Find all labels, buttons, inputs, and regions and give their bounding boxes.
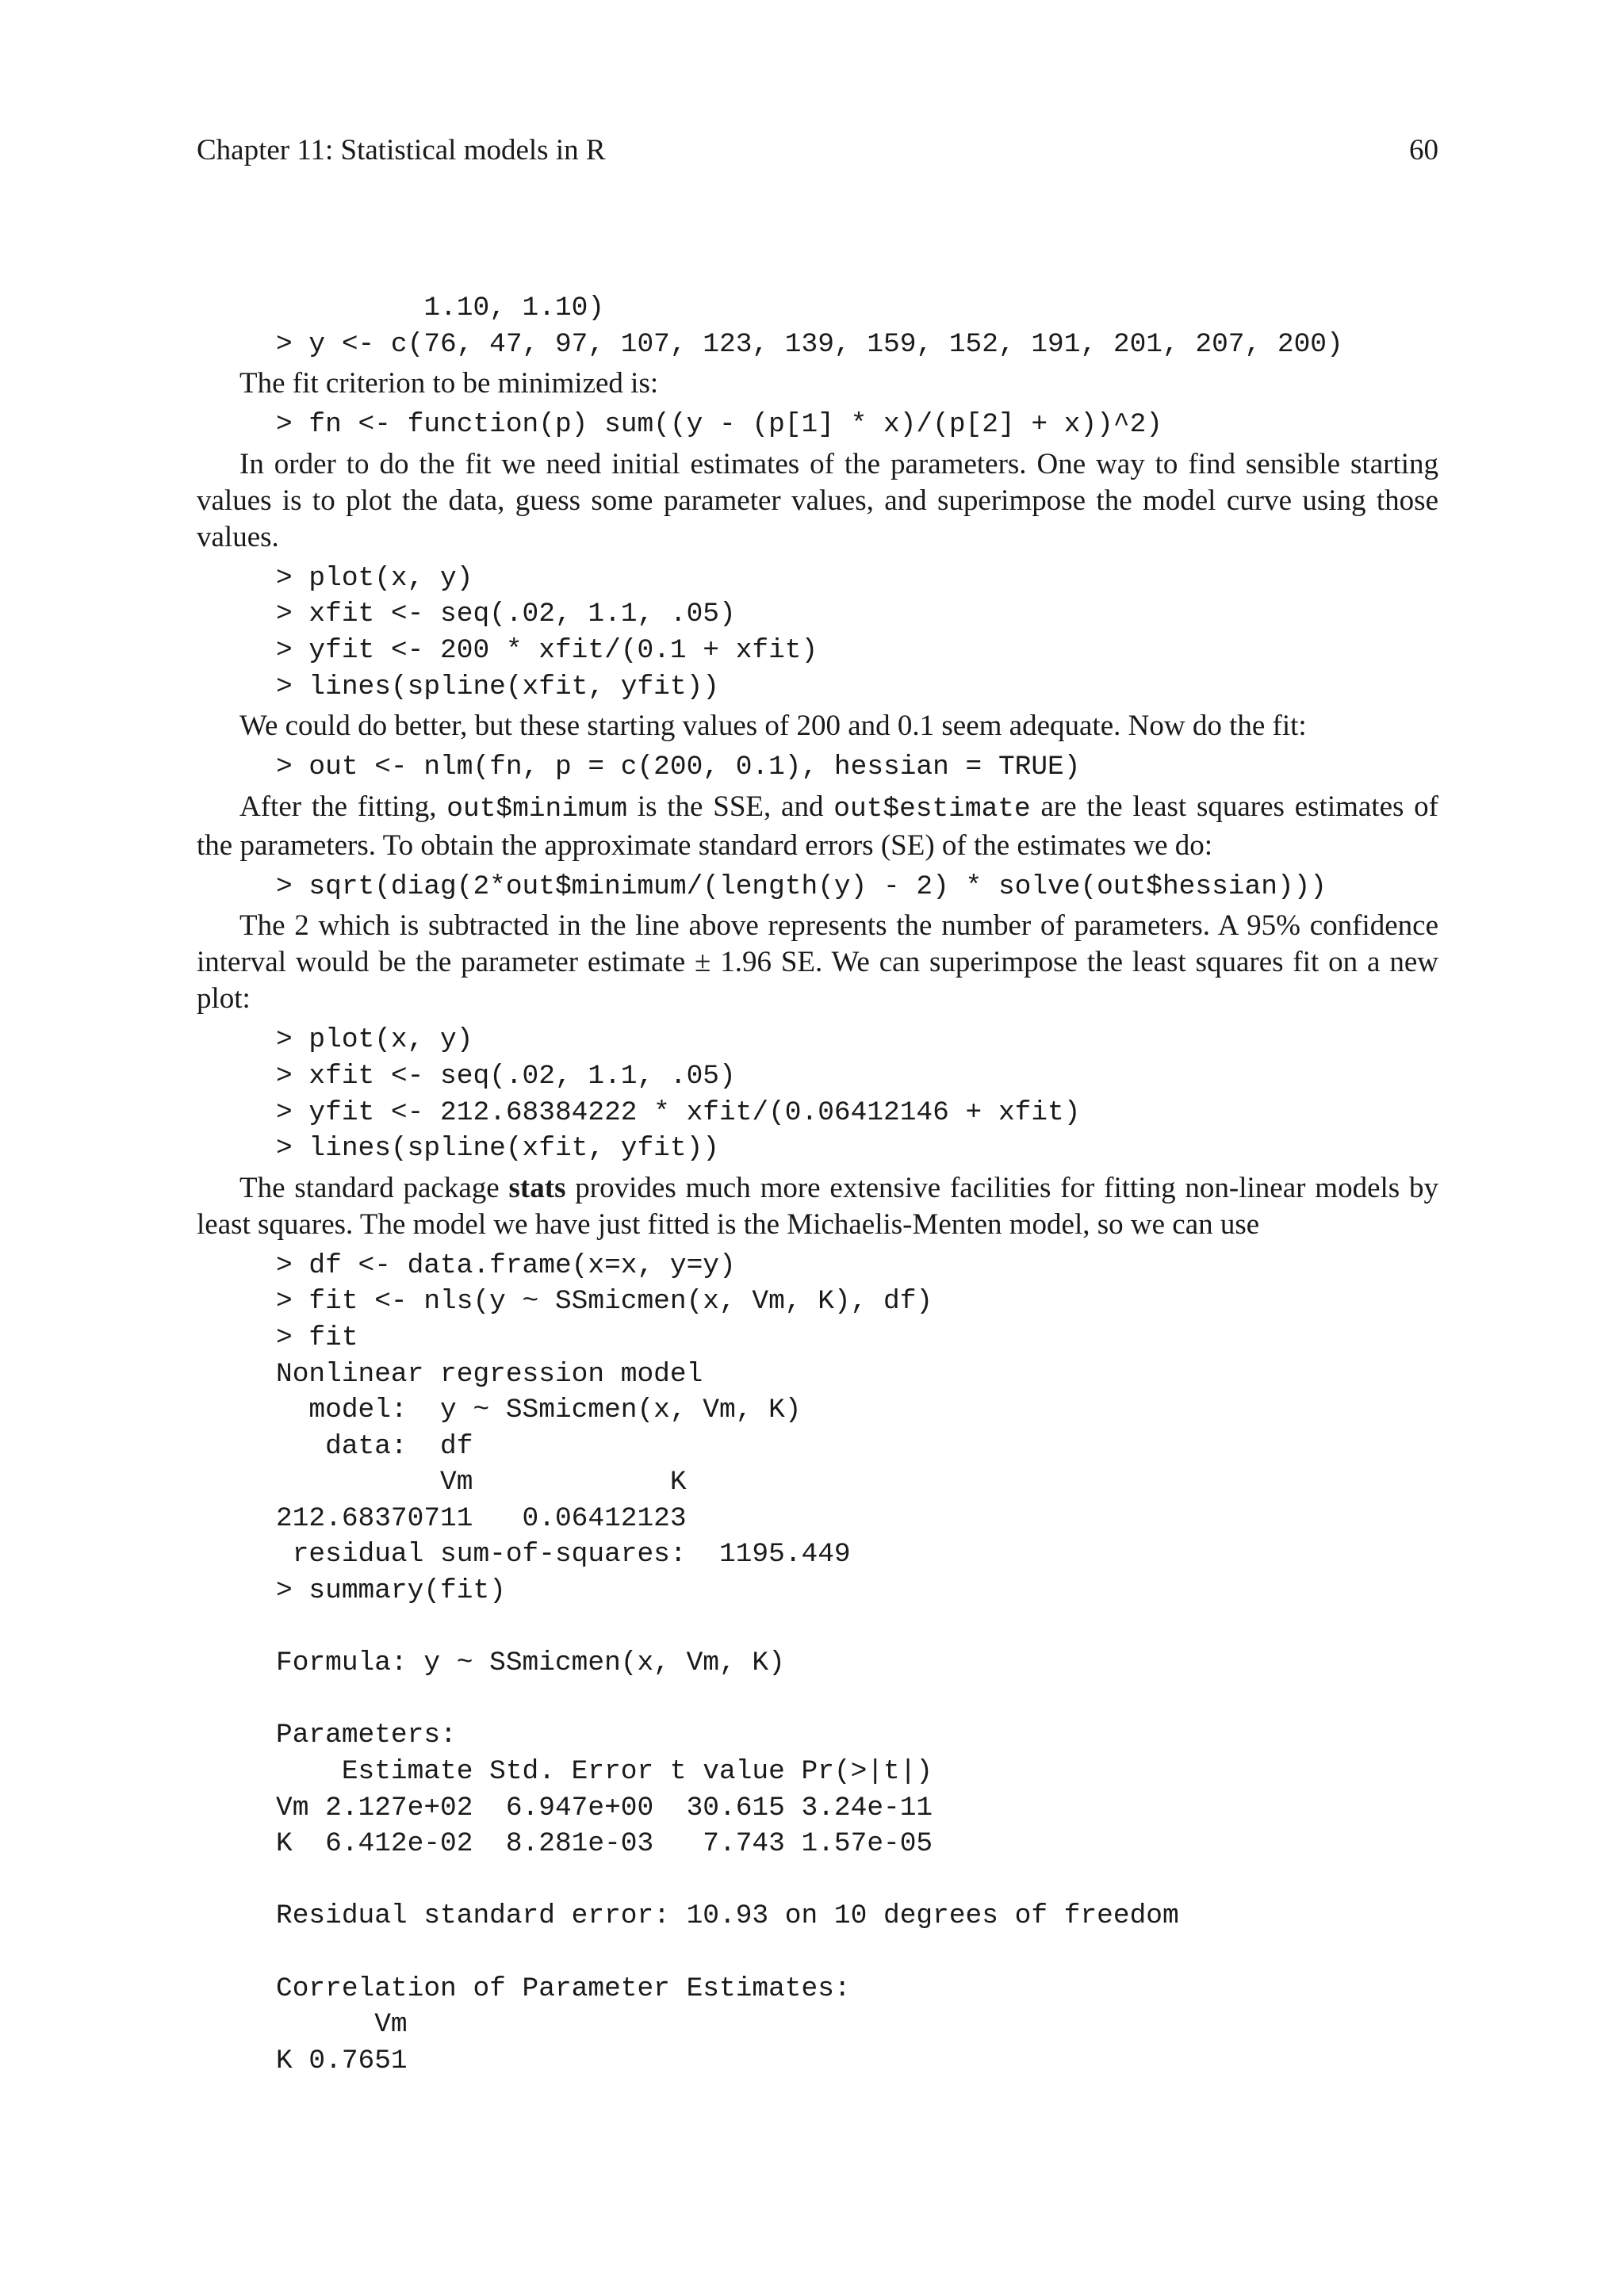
code-line: Estimate Std. Error t value Pr(>|t|) <box>276 1756 933 1788</box>
paragraph <box>197 789 1438 864</box>
paragraph: The fit criterion to be minimized is: <box>239 367 659 400</box>
code-line <box>276 1609 1438 1646</box>
code-line: > lines(spline(xfit, yfit)) <box>276 1133 719 1165</box>
code-line: residual sum-of-squares: 1195.449 <box>276 1539 851 1571</box>
code-line: K 0.7651 <box>276 2045 408 2076</box>
code-line: Residual standard error: 10.93 on 10 degrees of freedom <box>276 1900 1179 1932</box>
code-line: model: y ~ SSmicmen(x, Vm, K) <box>276 1395 802 1426</box>
code-block <box>276 407 1438 443</box>
code-line: Formula: y ~ SSmicmen(x, Vm, K) <box>276 1647 785 1679</box>
code-line: data: df <box>276 1430 473 1462</box>
code-block <box>276 869 1438 905</box>
code-line: Vm <box>276 2009 408 2041</box>
text-run: After the fitting, <box>239 790 447 823</box>
code-line: > fn <- function(p) sum((y - (p[1] * x)/(p[2] + x))^2) <box>276 409 1162 441</box>
code-line: Nonlinear regression model <box>276 1358 703 1390</box>
code-line: K 6.412e-02 8.281e-03 7.743 1.57e-05 <box>276 1828 933 1860</box>
code-line <box>276 1682 1438 1718</box>
code-line: > xfit <- seq(.02, 1.1, .05) <box>276 599 736 630</box>
code-line: > plot(x, y) <box>276 562 473 594</box>
inline-code: out$estimate <box>833 793 1031 825</box>
code-line: > df <- data.frame(x=x, y=y) <box>276 1249 736 1281</box>
code-line: > fit <box>276 1322 358 1353</box>
text-run: are the least squares estimates of the parameters. To obtain the approximate standard errors (SE) of the estimates we do: <box>197 790 1439 862</box>
paragraph: The 2 which is subtracted in the line above represents the number of parameters. A 95% confidence interval would be the parameter estimate ± 1.96 SE. We can superimpose the least squares fit on a new plot: <box>197 909 1438 1016</box>
page-content <box>197 290 1438 2079</box>
code-line: Correlation of Parameter Estimates: <box>276 1973 851 2004</box>
code-line <box>276 1934 1438 1971</box>
code-line: Vm K <box>276 1467 687 1498</box>
code-line: > summary(fit) <box>276 1575 506 1607</box>
code-line: Vm 2.127e+02 6.947e+00 30.615 3.24e-11 <box>276 1792 933 1823</box>
page-number: 60 <box>1409 134 1438 166</box>
chapter-title: Chapter 11: Statistical models in R <box>197 134 606 166</box>
text-run: provides much more extensive facilities for fitting non-linear models by least squares. The model we have just fitted is the Michaelis-Menten model, so we can use <box>197 1171 1438 1241</box>
code-line: > yfit <- 200 * xfit/(0.1 + xfit) <box>276 634 818 666</box>
code-block <box>276 749 1438 786</box>
code-line: 1.10, 1.10) <box>276 293 605 323</box>
text-run: is the SSE, and <box>627 790 834 823</box>
code-block <box>276 290 1438 362</box>
code-line: > fit <- nls(y ~ SSmicmen(x, Vm, K), df) <box>276 1286 933 1318</box>
code-line: > sqrt(diag(2*out$minimum/(length(y) - 2) * solve(out$hessian))) <box>276 871 1327 902</box>
package-name: stats <box>508 1171 566 1204</box>
paragraph: In order to do the fit we need initial estimates of the parameters. One way to find sensible starting values is to plot the data, guess some parameter values, and superimpose the model curve using those values. <box>197 447 1438 553</box>
code-block <box>276 1248 1438 2080</box>
code-line: > yfit <- 212.68384222 * xfit/(0.06412146 + xfit) <box>276 1096 1081 1128</box>
code-line: 212.68370711 0.06412123 <box>276 1502 687 1534</box>
code-line: > plot(x, y) <box>276 1024 473 1056</box>
code-line <box>276 1862 1438 1899</box>
paragraph <box>197 1170 1438 1243</box>
code-block <box>276 561 1438 705</box>
code-line: > y <- c(76, 47, 97, 107, 123, 139, 159, 152, 191, 201, 207, 200) <box>276 328 1343 360</box>
code-block <box>276 1022 1438 1166</box>
paragraph: We could do better, but these starting values of 200 and 0.1 seem adequate. Now do the fit: <box>239 710 1307 743</box>
page-header <box>197 133 1438 168</box>
code-line: > out <- nlm(fn, p = c(200, 0.1), hessian = TRUE) <box>276 752 1081 783</box>
text-run: The standard package <box>239 1171 509 1204</box>
inline-code: out$minimum <box>446 793 628 825</box>
code-line: > lines(spline(xfit, yfit)) <box>276 671 719 702</box>
code-line: Parameters: <box>276 1720 457 1751</box>
code-line: > xfit <- seq(.02, 1.1, .05) <box>276 1060 736 1092</box>
